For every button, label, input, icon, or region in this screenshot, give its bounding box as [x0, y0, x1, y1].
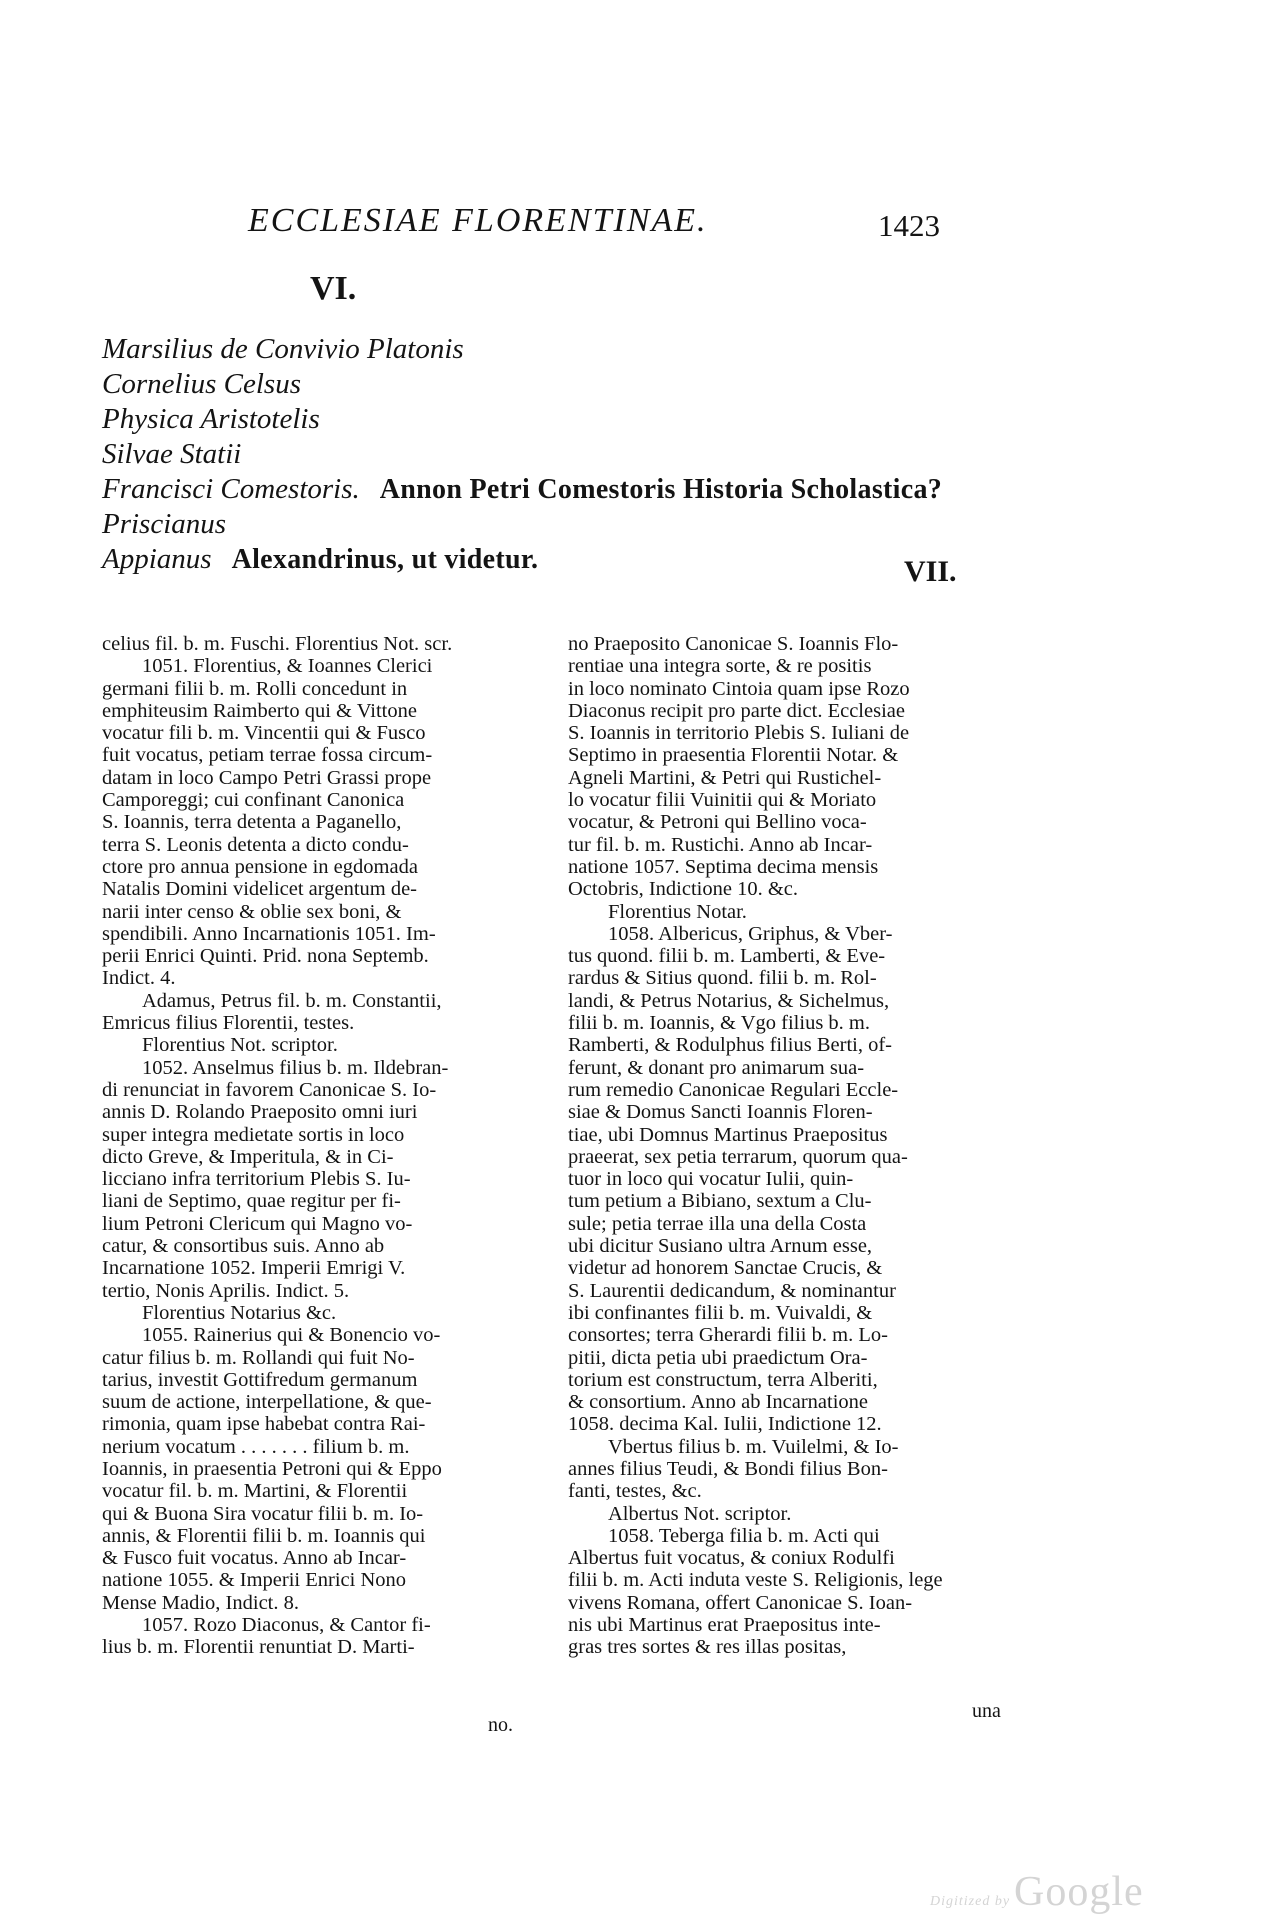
text-line: perii Enrici Quinti. Prid. nona Septemb. [102, 945, 429, 968]
text-line: narii inter censo & oblie sex boni, & [102, 900, 402, 923]
text-line: nerium vocatum . . . . . . . filium b. m. [102, 1435, 410, 1458]
text-line: filii b. m. Acti induta veste S. Religionis, lege [568, 1569, 943, 1592]
text-line: S. Ioannis in territorio Plebis S. Iuliani de [568, 722, 910, 745]
manuscript-entry [102, 367, 942, 402]
text-line: tur fil. b. m. Rustichi. Anno ab Incar- [568, 833, 873, 856]
text-line: suum de actione, interpellatione, & que- [102, 1391, 432, 1414]
watermark-small-text: Digitized by [930, 1894, 1011, 1909]
manuscript-title: Priscianus [102, 508, 227, 540]
text-line: & Fusco fuit vocatus. Anno ab Incar- [102, 1547, 407, 1570]
manuscript-title: Appianus [102, 543, 212, 575]
manuscript-note: Alexandrinus, ut videtur. [231, 544, 539, 575]
text-line: super integra medietate sortis in loco [102, 1123, 405, 1146]
text-line: 1058. decima Kal. Iulii, Indictione 12. [568, 1413, 882, 1436]
text-line: in loco nominato Cintoia quam ipse Rozo [568, 677, 910, 700]
catchword-left: no. [488, 1714, 513, 1736]
text-line: Diaconus recipit pro parte dict. Ecclesiae [568, 699, 905, 722]
text-line: 1052. Anselmus filius b. m. Ildebran- [142, 1056, 449, 1079]
text-line: vocatur fil. b. m. Martini, & Florentii [102, 1480, 408, 1503]
manuscript-title: Physica Aristotelis [102, 403, 320, 435]
digitized-watermark [930, 1868, 1144, 1916]
text-line: natione 1057. Septima decima mensis [568, 855, 879, 878]
text-line: torium est constructum, terra Alberiti, [568, 1368, 878, 1391]
text-line: Indict. 4. [102, 967, 176, 990]
text-line: videtur ad honorem Sanctae Crucis, & [568, 1257, 883, 1280]
text-line: lium Petroni Clericum qui Magno vo- [102, 1212, 413, 1235]
text-line: S. Laurentii dedicandum, & nominantur [568, 1279, 896, 1302]
text-line: rentiae una integra sorte, & re positis [568, 655, 872, 678]
text-line: Vbertus filius b. m. Vuilelmi, & Io- [608, 1435, 899, 1458]
text-line: landi, & Petrus Notarius, & Sichelmus, [568, 989, 890, 1012]
text-line: ibi confinantes filii b. m. Vuivaldi, & [568, 1301, 873, 1324]
text-line: pitii, dicta petia ubi praedictum Ora- [568, 1346, 868, 1369]
text-line: Incarnatione 1052. Imperii Emrigi V. [102, 1257, 406, 1280]
manuscript-title: Cornelius Celsus [102, 368, 301, 400]
text-line: catur filius b. m. Rollandi qui fuit No- [102, 1346, 415, 1369]
manuscript-entry [102, 472, 942, 507]
text-line: 1058. Albericus, Griphus, & Vber- [608, 922, 893, 945]
text-line: tus quond. filii b. m. Lamberti, & Eve- [568, 945, 886, 968]
text-line: tum petium a Bibiano, sextum a Clu- [568, 1190, 872, 1213]
text-line: di renunciat in favorem Canonicae S. Io- [102, 1078, 437, 1101]
text-line: 1058. Teberga filia b. m. Acti qui [608, 1524, 880, 1547]
text-line: licciano infra territorium Plebis S. Iu- [102, 1168, 411, 1191]
text-line: celius fil. b. m. Fuschi. Florentius Not. scr. [102, 633, 453, 655]
text-line: gras tres sortes & res illas positas, [568, 1636, 847, 1659]
text-line: annes filius Teudi, & Bondi filius Bon- [568, 1457, 888, 1480]
text-line: vocatur, & Petroni qui Bellino voca- [568, 811, 867, 834]
text-line: Emricus filius Florentii, testes. [102, 1012, 355, 1035]
manuscript-entry [102, 507, 942, 542]
manuscript-entry [102, 332, 942, 367]
text-line: tarius, investit Gottifredum germanum [102, 1368, 418, 1391]
text-line: tuor in loco qui vocatur Iulii, quin- [568, 1168, 854, 1191]
text-line: Natalis Domini videlicet argentum de- [102, 878, 418, 901]
text-line: datam in loco Campo Petri Grassi prope [102, 766, 432, 789]
watermark-logo-text: Google [1014, 1869, 1144, 1915]
text-line: vocatur fili b. m. Vincentii qui & Fusco [102, 722, 426, 745]
text-line: praeerat, sex petia terrarum, quorum qua- [568, 1145, 908, 1168]
left-text-column [102, 633, 538, 1659]
text-line: annis D. Rolando Praeposito omni iuri [102, 1101, 418, 1124]
manuscript-title: Silvae Statii [102, 438, 242, 470]
text-line: Florentius Not. scriptor. [142, 1034, 338, 1057]
text-line: rum remedio Canonicae Regulari Eccle- [568, 1078, 899, 1101]
text-line: lius b. m. Florentii renuntiat D. Marti- [102, 1636, 415, 1659]
text-line: ubi dicitur Susiano ultra Arnum esse, [568, 1235, 873, 1258]
manuscript-title: Marsilius de Convivio Platonis [102, 333, 464, 365]
text-line: 1055. Rainerius qui & Bonencio vo- [142, 1324, 441, 1347]
text-line: 1051. Florentius, & Ioannes Clerici [142, 655, 433, 678]
catchword-right: una [972, 1700, 1001, 1722]
page-number: 1423 [878, 208, 940, 243]
text-line: spendibili. Anno Incarnationis 1051. Im- [102, 922, 436, 945]
text-line: catur, & consortibus suis. Anno ab [102, 1235, 385, 1258]
text-line: Agneli Martini, & Petri qui Rustichel- [568, 766, 882, 789]
text-line: sule; petia terrae illa una della Costa [568, 1212, 867, 1235]
text-line: liani de Septimo, quae regitur per fi- [102, 1190, 401, 1213]
text-line: Florentius Notar. [608, 900, 747, 923]
manuscript-entry [102, 542, 942, 577]
text-line: Albertus fuit vocatus, & coniux Rodulfi [568, 1547, 895, 1570]
text-line: annis, & Florentii filii b. m. Ioannis qui [102, 1524, 426, 1547]
text-line: & consortium. Anno ab Incarnatione [568, 1391, 869, 1414]
manuscript-entry [102, 437, 942, 472]
text-line: Octobris, Indictione 10. &c. [568, 878, 799, 901]
text-line: Adamus, Petrus fil. b. m. Constantii, [142, 989, 442, 1012]
text-line: Ioannis, in praesentia Petroni qui & Eppo [102, 1457, 442, 1480]
text-line: S. Ioannis, terra detenta a Paganello, [102, 811, 402, 834]
right-text-column [568, 633, 1004, 1659]
running-head: ECCLESIAE FLORENTINAE. [248, 202, 708, 239]
text-line: Septimo in praesentia Florentii Notar. & [568, 744, 899, 767]
manuscript-entry [102, 402, 942, 437]
text-line: qui & Buona Sira vocatur filii b. m. Io- [102, 1502, 424, 1525]
text-line: Florentius Notarius &c. [142, 1301, 337, 1324]
text-line: rimonia, quam ipse habebat contra Rai- [102, 1413, 426, 1436]
section-heading-vi: VI. [310, 270, 357, 307]
text-line: Albertus Not. scriptor. [608, 1502, 792, 1525]
text-line: Ramberti, & Rodulphus filius Berti, of- [568, 1034, 892, 1057]
text-line: lo vocatur filii Vuinitii qui & Moriato [568, 789, 877, 812]
text-line: Camporeggi; cui confinant Canonica [102, 789, 405, 812]
text-line: vivens Romana, offert Canonicae S. Ioan- [568, 1591, 913, 1614]
text-line: dicto Greve, & Imperitula, & in Ci- [102, 1145, 394, 1168]
text-line: filii b. m. Ioannis, & Vgo filius b. m. [568, 1012, 870, 1035]
manuscript-title: Francisci Comestoris. [102, 473, 360, 505]
text-line: fanti, testes, &c. [568, 1480, 702, 1503]
section-heading-vii: VII. [904, 555, 957, 588]
text-line: natione 1055. & Imperii Enrici Nono [102, 1569, 407, 1592]
text-line: fuit vocatus, petiam terrae fossa circum- [102, 744, 433, 767]
text-line: ferunt, & donant pro animarum sua- [568, 1056, 865, 1079]
text-line: nis ubi Martinus erat Praepositus inte- [568, 1614, 881, 1637]
text-line: terra S. Leonis detenta a dicto condu- [102, 833, 409, 856]
text-line: 1057. Rozo Diaconus, & Cantor fi- [142, 1614, 431, 1637]
manuscript-list [102, 332, 942, 577]
text-line: germani filii b. m. Rolli concedunt in [102, 677, 408, 700]
text-line: ctore pro annua pensione in egdomada [102, 855, 418, 878]
text-line: tiae, ubi Domnus Martinus Praepositus [568, 1123, 888, 1146]
text-line: no Praeposito Canonicae S. Ioannis Flo- [568, 633, 899, 655]
text-line: tertio, Nonis Aprilis. Indict. 5. [102, 1279, 350, 1302]
text-line: Mense Madio, Indict. 8. [102, 1591, 299, 1614]
manuscript-note: Annon Petri Comestoris Historia Scholastica? [379, 474, 943, 505]
text-line: consortes; terra Gherardi filii b. m. Lo- [568, 1324, 888, 1347]
text-line: emphiteusim Raimberto qui & Vittone [102, 699, 417, 722]
text-line: rardus & Sitius quond. filii b. m. Rol- [568, 967, 877, 990]
text-line: siae & Domus Sancti Ioannis Floren- [568, 1101, 873, 1124]
